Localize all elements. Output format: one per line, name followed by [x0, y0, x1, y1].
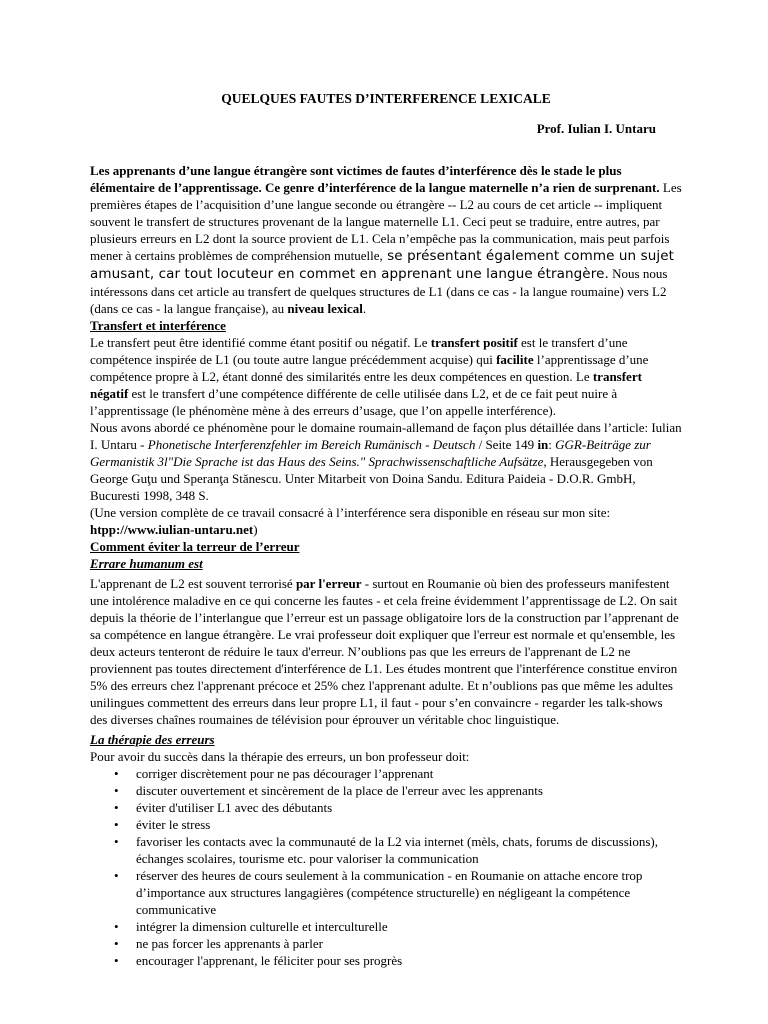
list-item-text: discuter ouvertement et sincèrement de la place de l'erreur avec les apprenants [136, 783, 543, 798]
intro-sans-text: se présentant également comme un sujet amusant, car tout locuteur en commet en apprenant une langue étrangère. [90, 248, 675, 282]
intro-text: Les premières étapes de l’acquisition d’une langue seconde ou étrangère -- L2 au cours de cet article -- impliquent souvent le transfert de structures provenant de la langue maternelle L1. Ceci peut se traduire, entre autres, par plusieurs erreurs en L2 dont la source provient de L1. Cela n’empêche pas la communication, mais peut parfois mener à certains problèmes de compréhension mutuelle, [90, 180, 682, 263]
list-item [114, 816, 682, 833]
bullet-icon: • [114, 834, 119, 849]
text-run: est le transfert d’une compétence inspirée de L1 (ou toute autre langue précédemment acquise) qui [90, 335, 628, 367]
author-line: Prof. Iulian I. Untaru [536, 121, 656, 136]
therapie-list [90, 765, 682, 969]
website-paragraph [90, 504, 682, 538]
list-item-text: éviter le stress [136, 817, 211, 832]
bullet-icon: • [114, 783, 119, 798]
intro-bold-term: niveau lexical [287, 301, 363, 316]
bullet-icon: • [114, 766, 119, 781]
list-item-text: encourager l'apprenant, le féliciter pour ses progrès [136, 953, 403, 968]
bullet-icon: • [114, 936, 119, 951]
intro-paragraph [90, 162, 682, 317]
text-run: ) [253, 522, 258, 537]
list-item [114, 867, 682, 918]
list-item-text: favoriser les contacts avec la communauté de la L2 via internet (mèls, chats, forums de discussions), échanges scolaires, tourisme etc. pour valoriser la communication [136, 834, 658, 866]
bold-term: transfert négatif [90, 369, 642, 401]
italic-title: GGR-Beiträge zur Germanistik 3l"Die Sprache ist das Haus des Seins." Sprachwissenschaftliche Aufsätze [90, 437, 651, 469]
bullet-icon: • [114, 919, 119, 934]
reference-paragraph [90, 419, 682, 504]
text-run: / Seite 149 [475, 437, 538, 452]
text-run: , Herausgegeben von George Guţu und Speranţa Stănescu. Unter Mitarbeit von Doina Sandu. Editura Paideia - D.O.R. GmbH, Bucuresti 1998, 348 S. [90, 454, 653, 503]
list-item [114, 833, 682, 867]
bullet-icon: • [114, 817, 119, 832]
intro-end: . [362, 301, 367, 316]
list-item-text: réserver des heures de cours seulement à la communication - en Roumanie on attache encore trop d’importance aux structures langagières (compétence structurelle) en négligeant la compétence communicative [136, 868, 643, 917]
intro-text-continued: Nous nous intéressons dans cet article au transfert de quelques structures de L1 (dans ce cas - la langue roumaine) vers L2 (dans ce cas - la langue française), au [90, 266, 668, 316]
website-link[interactable]: htpp://www.iulian-untaru.net [90, 522, 254, 537]
text-run: : [548, 437, 556, 452]
bold-term: transfert positif [430, 335, 518, 350]
list-item [114, 782, 682, 799]
bullet-icon: • [114, 800, 119, 815]
list-item [114, 799, 682, 816]
intro-bold-text: Les apprenants d’une langue étrangère sont victimes de fautes d’interférence dès le stade le plus élémentaire de l’apprentissage. Ce genre d’interférence de la langue maternelle n’a rien de surprenant. [90, 163, 660, 195]
bold-term: in [537, 437, 549, 452]
bullet-icon: • [114, 953, 119, 968]
text-run: - surtout en Roumanie où bien des professeurs manifestent une intolérence maladive en ce qui concerne les fautes - et cela freine évidemment l’apprentissage de L2. On sait depuis la théorie de l’interlangue que l’erreur est un passage obligatoire lors de la construction par l’apprenant de sa compétence en langue étrangère. Le vrai professeur doit expliquer que l'erreur est normale et qu'ensemble, les deux acteurs tenteront de réduire le taux d'erreur. N’oublions pas que les erreurs de l'apprenant de L2 ne proviennent pas toutes directement d'interférence de L1. Les études montrent que l'interférence constitue environ 5% des erreurs chez l'apprenant précoce et 25% chez l'apprenant adulte. Et n’oublions pas que même les adultes unilingues commettent des erreurs dans leur propre L1, il faut - pour s’en convaincre - regarder les talk-shows des diverses chaînes roumaines de télévision pour éprouver un véritable choc linguistique. [90, 576, 679, 727]
list-item [114, 765, 682, 782]
subheading-errare: Errare humanum est [90, 556, 203, 571]
erreur-paragraph [90, 575, 682, 728]
section-heading-therapie: La thérapie des erreurs [90, 732, 215, 747]
italic-title: Phonetische Interferenzfehler im Bereich Rumänisch - Deutsch [147, 437, 476, 452]
list-item [114, 918, 682, 935]
text-run: est le transfert d’une compétence différente de celle utilisée dans L2, et de ce fait peut nuire à l’apprentissage (le phénomène mène à des erreurs d’usage, que l’on appelle interférence). [90, 386, 618, 418]
list-item-text: corriger discrètement pour ne pas décourager l’apprenant [136, 766, 434, 781]
list-item-text: éviter d'utiliser L1 avec des débutants [136, 800, 333, 815]
bullet-icon: • [114, 868, 119, 883]
list-item [114, 935, 682, 952]
section-heading-terreur: Comment éviter la terreur de l’erreur [90, 539, 300, 554]
text-run: l’apprentissage d’une compétence propre à L2, étant donné des similarités entre les deux compétences en question. Le [90, 352, 649, 384]
document-page [90, 90, 682, 969]
therapie-intro: Pour avoir du succès dans la thérapie des erreurs, un bon professeur doit: [90, 749, 470, 764]
text-run: L'apprenant de L2 est souvent terrorisé [90, 576, 296, 591]
bold-term: par l'erreur [295, 576, 362, 591]
text-run: (Une version complète de ce travail consacré à l’interférence sera disponible en réseau sur mon site: [90, 505, 611, 520]
document-title: QUELQUES FAUTES D’INTERFERENCE LEXICALE [221, 91, 551, 106]
bold-term: facilite [496, 352, 534, 367]
list-item [114, 952, 682, 969]
text-run: Le transfert peut être identifié comme étant positif ou négatif. Le [90, 335, 431, 350]
section-heading-transfert: Transfert et interférence [90, 318, 226, 333]
transfert-paragraph [90, 334, 682, 419]
text-run: Nous avons abordé ce phénomène pour le domaine roumain-allemand de façon plus détaillée dans l’article: Iulian I. Untaru - [90, 420, 682, 452]
list-item-text: ne pas forcer les apprenants à parler [136, 936, 323, 951]
list-item-text: intégrer la dimension culturelle et interculturelle [136, 919, 388, 934]
